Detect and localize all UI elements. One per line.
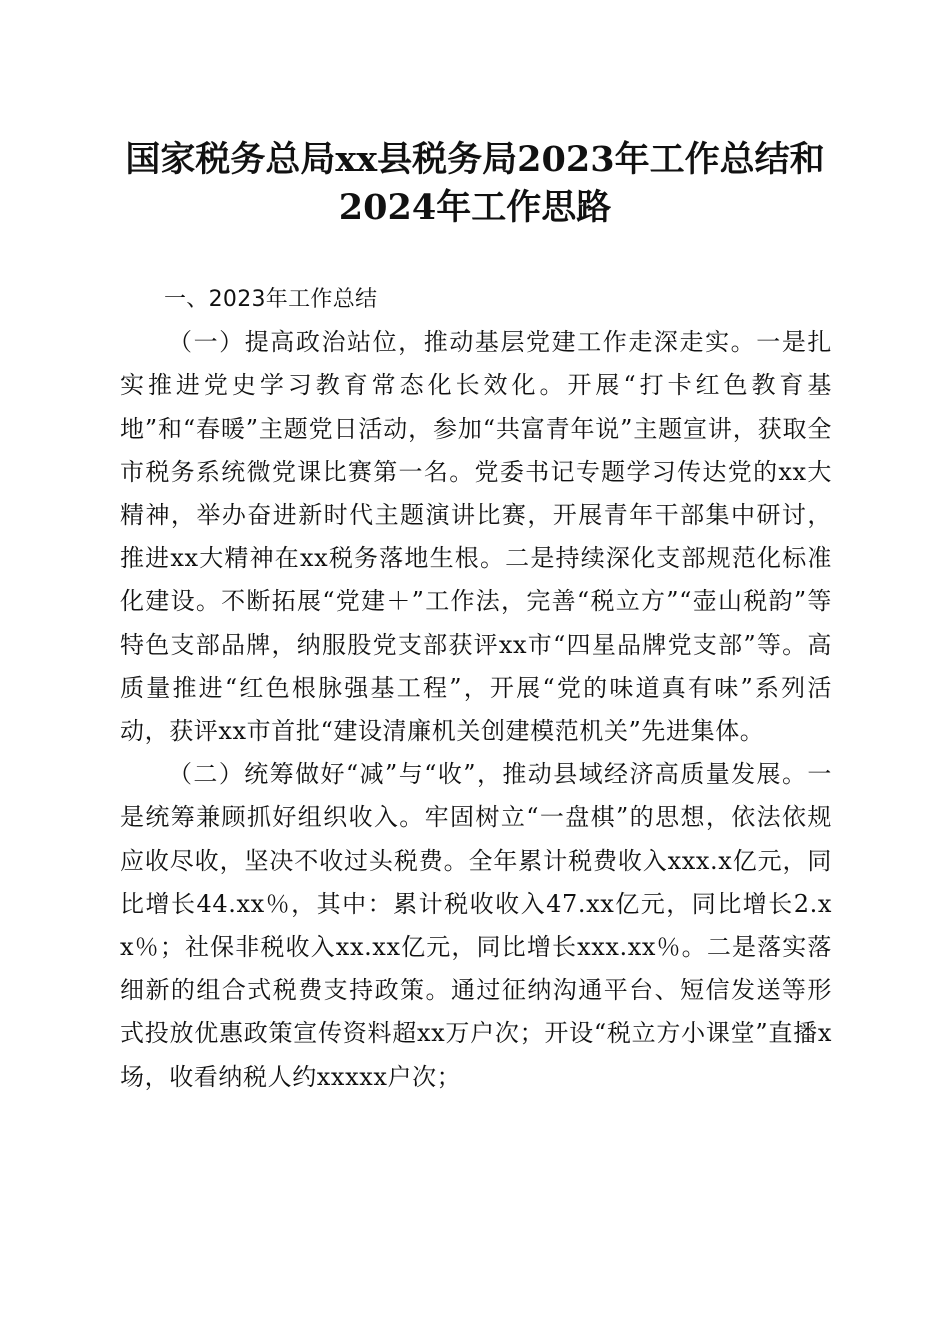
document-body	[120, 278, 832, 1099]
paragraph-2: （二）统筹做好“减”与“收”，推动县域经济高质量发展。一是统筹兼顾抓好组织收入。牢固树立“一盘棋”的思想，依法依规应收尽收，坚决不收过头税费。全年累计税费收入xxx.x亿元，同比增长44.xx％，其中：累计税收收入47.xx亿元，同比增长2.xx％；社保非税收入xx.xx亿元，同比增长xxx.xx％。二是落实落细新的组合式税费支持政策。通过征纳沟通平台、短信发送等形式投放优惠政策宣传资料超xx万户次；开设“税立方小课堂”直播x场，收看纳税人约xxxxx户次；	[120, 760, 832, 1091]
title-line-1: 国家税务总局xx县税务局2023年工作总结和	[125, 139, 825, 180]
section-heading: 一、2023年工作总结	[164, 287, 378, 312]
document-title	[100, 136, 850, 232]
title-line-2: 2024年工作思路	[338, 187, 612, 228]
paragraph-1: （一）提高政治站位，推动基层党建工作走深走实。一是扎实推进党史学习教育常态化长效化。开展“打卡红色教育基地”和“春暖”主题党日活动，参加“共富青年说”主题宣讲，获取全市税务系统微党课比赛第一名。党委书记专题学习传达党的xx大精神，举办奋进新时代主题演讲比赛，开展青年干部集中研讨，推进xx大精神在xx税务落地生根。二是持续深化支部规范化标准化建设。不断拓展“党建＋”工作法，完善“税立方”“壶山税韵”等特色支部品牌，纳服股党支部获评xx市“四星品牌党支部”等。高质量推进“红色根脉强基工程”，开展“党的味道真有味”系列活动，获评xx市首批“建设清廉机关创建模范机关”先进集体。	[120, 328, 832, 746]
